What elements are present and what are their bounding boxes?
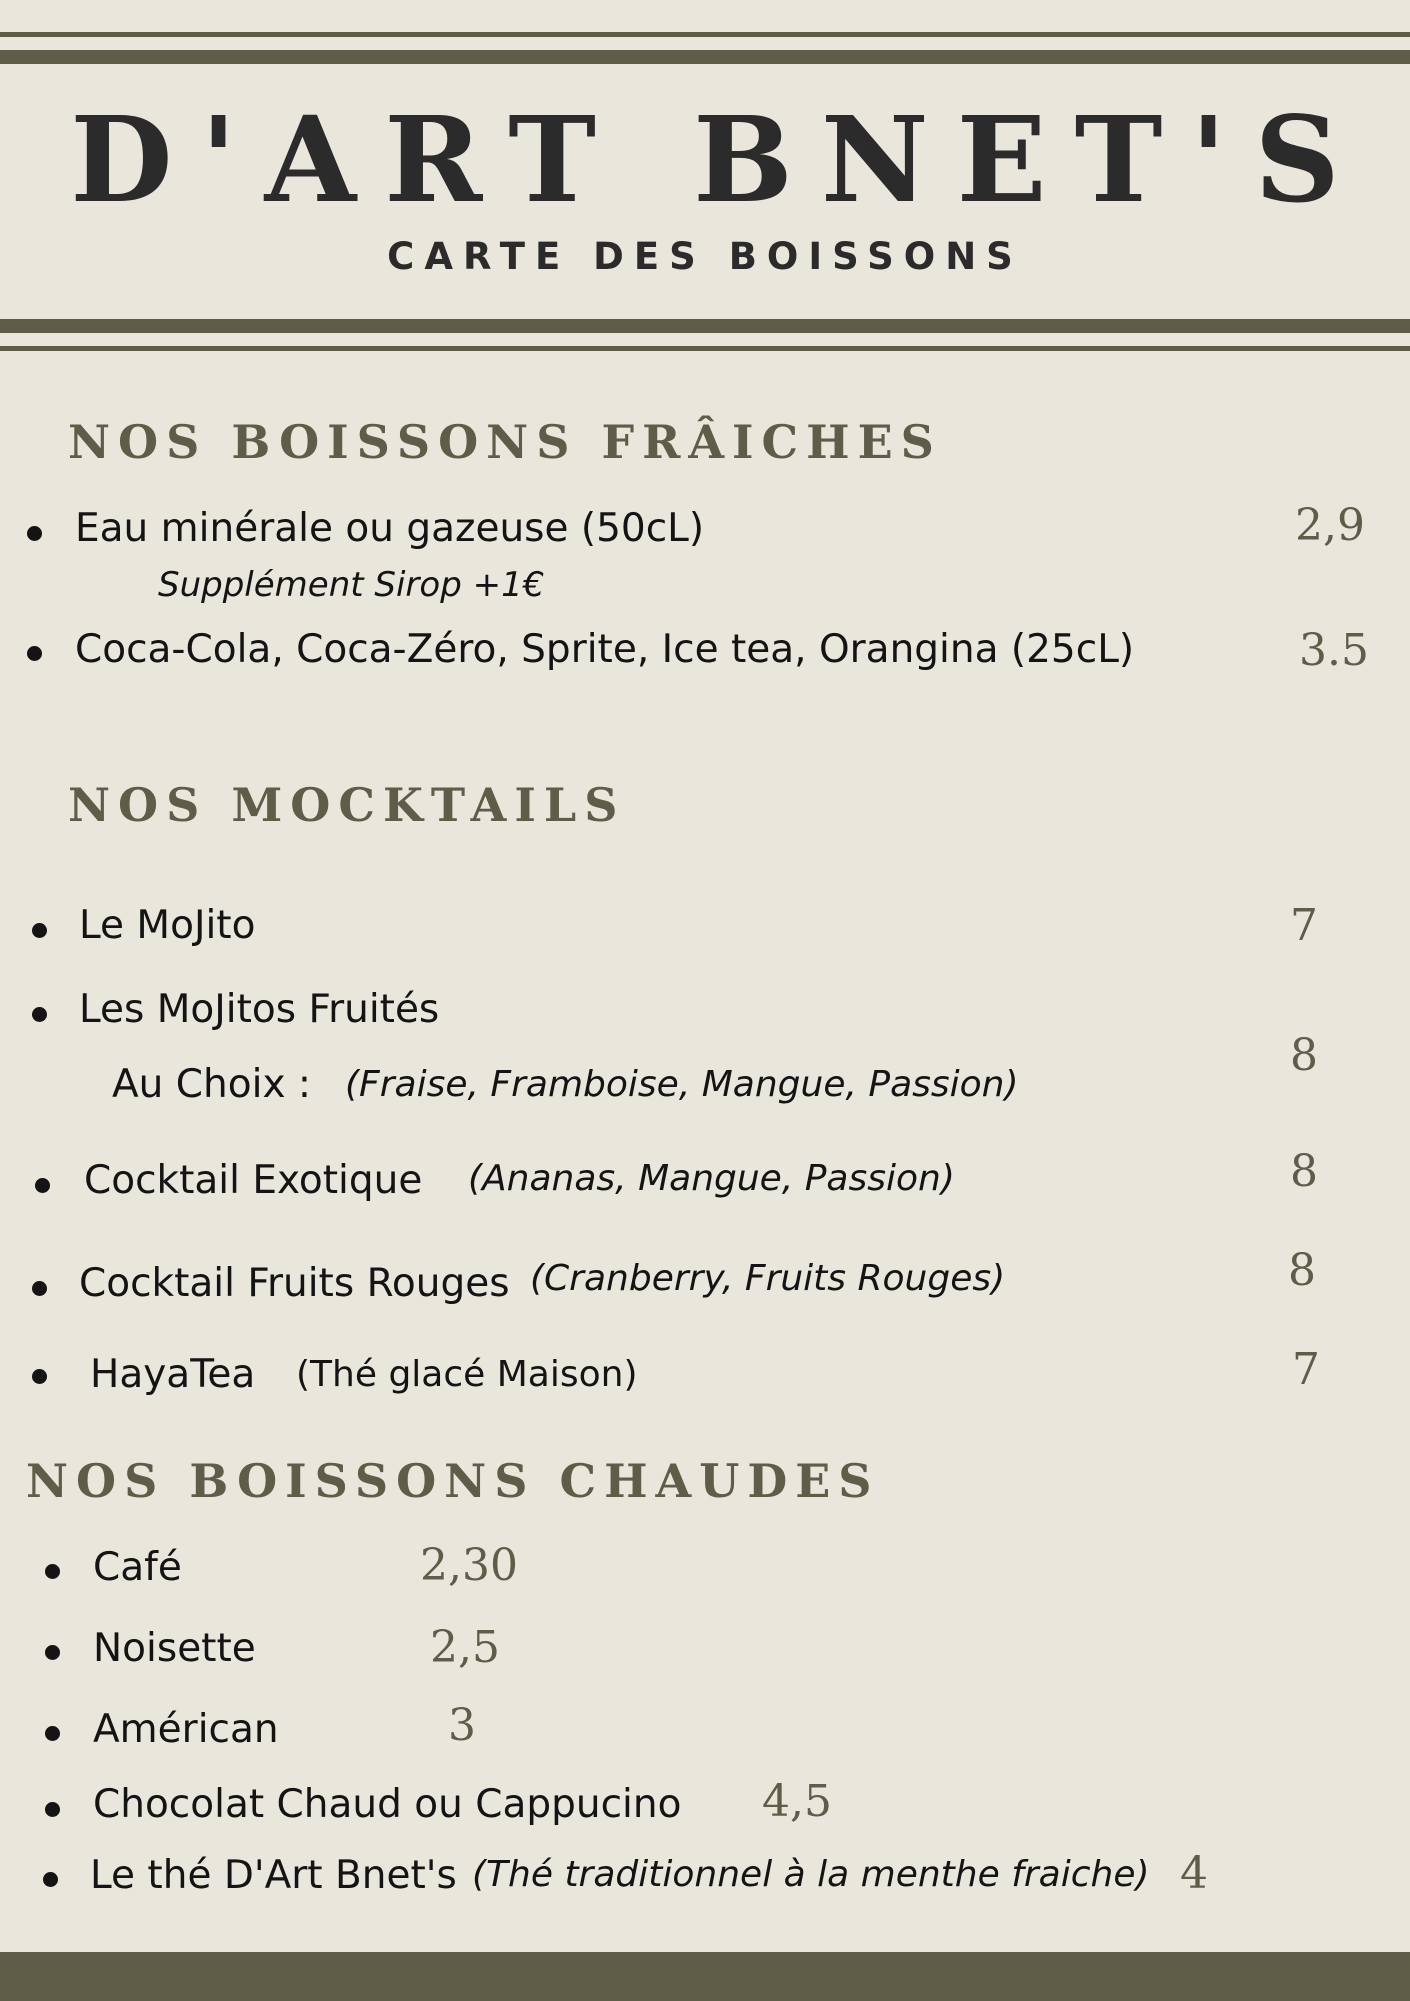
- menu-item-eau: Eau minérale ou gazeuse (50cL): [75, 506, 705, 551]
- price-hayatea: 7: [1292, 1344, 1320, 1395]
- price-american: 3: [448, 1700, 476, 1751]
- menu-item-choice-detail: (Fraise, Framboise, Mangue, Passion): [345, 1064, 1019, 1105]
- bullet-dot: [45, 1726, 60, 1741]
- header-rule-top-thin: [0, 32, 1410, 37]
- menu-item-chocolat: Chocolat Chaud ou Cappucino: [93, 1782, 682, 1827]
- price-fruits-rouges: 8: [1288, 1245, 1316, 1296]
- menu-item-exotique-detail: (Ananas, Mangue, Passion): [468, 1158, 955, 1199]
- bullet-dot: [45, 1564, 60, 1579]
- menu-item-the-detail: (Thé traditionnel à la menthe fraiche): [472, 1854, 1150, 1895]
- footer-band: [0, 1952, 1410, 2001]
- menu-item-american: Américan: [93, 1707, 279, 1752]
- price-chocolat: 4,5: [762, 1776, 832, 1827]
- menu-item-fruits-rouges: Cocktail Fruits Rouges: [79, 1261, 510, 1306]
- bullet-dot: [35, 1178, 50, 1193]
- price-the: 4: [1180, 1848, 1208, 1899]
- price-noisette: 2,5: [430, 1622, 500, 1673]
- price-eau: 2,9: [1295, 500, 1365, 551]
- bullet-dot: [32, 1281, 47, 1296]
- brand-title: D'ART BNET'S: [70, 90, 1368, 229]
- menu-subtitle: CARTE DES BOISSONS: [387, 235, 1023, 278]
- price-sodas: 3.5: [1299, 625, 1369, 676]
- header-rule-top-thick: [0, 50, 1410, 64]
- bullet-dot: [32, 923, 47, 938]
- menu-item-hayatea: HayaTea: [90, 1352, 256, 1397]
- header-rule-bottom-thin: [0, 346, 1410, 351]
- menu-item-fruits-rouges-detail: (Cranberry, Fruits Rouges): [530, 1258, 1006, 1299]
- bullet-dot: [32, 1007, 47, 1022]
- menu-item-cafe: Café: [93, 1545, 182, 1590]
- menu-item-noisette: Noisette: [93, 1626, 256, 1671]
- menu-item-mojitos-fruites: Les MoJitos Fruités: [79, 987, 440, 1032]
- section-title-mocktails: NOS MOCKTAILS: [68, 778, 626, 832]
- section-title-hot: NOS BOISSONS CHAUDES: [26, 1454, 880, 1508]
- price-mojitos-fruites: 8: [1290, 1030, 1318, 1081]
- bullet-dot: [45, 1802, 60, 1817]
- bullet-dot: [27, 646, 42, 661]
- menu-item-hayatea-detail: (Thé glacé Maison): [296, 1354, 638, 1395]
- menu-item-the: Le thé D'Art Bnet's: [90, 1853, 457, 1898]
- menu-item-mojito: Le MoJito: [79, 903, 256, 948]
- price-mojito: 7: [1290, 900, 1318, 951]
- menu-item-choice-label: Au Choix :: [112, 1062, 312, 1107]
- menu-item-note-sirop: Supplément Sirop +1€: [158, 565, 545, 605]
- menu-item-sodas: Coca-Cola, Coca-Zéro, Sprite, Ice tea, Orangina (25cL): [75, 627, 1135, 672]
- bullet-dot: [32, 1369, 47, 1384]
- price-exotique: 8: [1290, 1146, 1318, 1197]
- price-cafe: 2,30: [420, 1540, 518, 1591]
- header-rule-bottom-thick: [0, 319, 1410, 333]
- bullet-dot: [45, 1645, 60, 1660]
- menu-item-exotique: Cocktail Exotique: [84, 1158, 423, 1203]
- bullet-dot: [43, 1872, 58, 1887]
- bullet-dot: [27, 526, 42, 541]
- section-title-fresh: NOS BOISSONS FRÂICHES: [68, 415, 942, 469]
